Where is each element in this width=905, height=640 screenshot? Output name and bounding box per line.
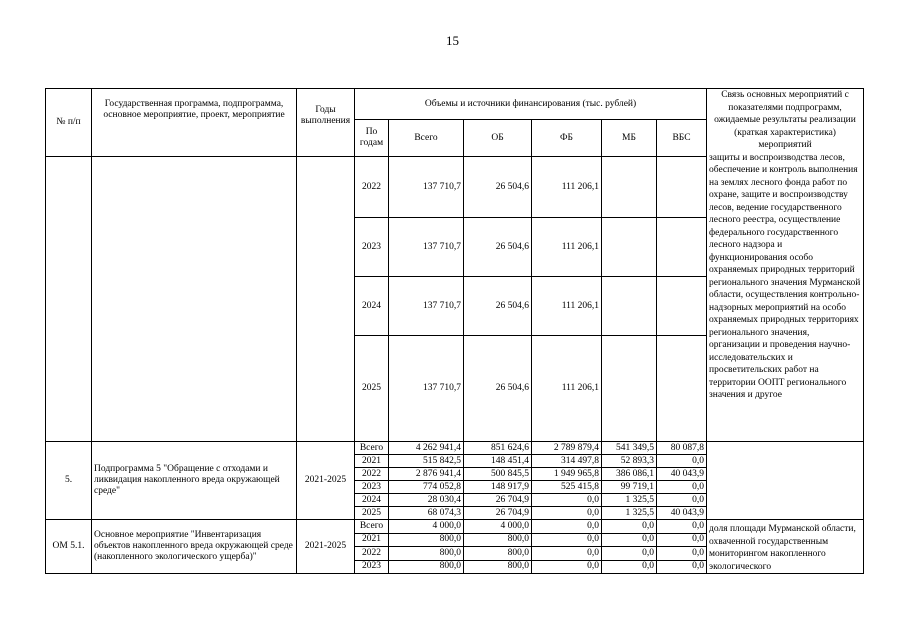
cell-total: 137 710,7: [389, 277, 464, 336]
links-column-text: [707, 89, 864, 442]
cell-vbs: [657, 277, 707, 336]
cell-mb: 0,0: [602, 520, 657, 534]
subprogram5-years: 2021-2025: [297, 442, 355, 520]
cell-year: 2023: [355, 218, 389, 277]
cell-year: 2021: [355, 455, 389, 468]
cell-vbs: 0,0: [657, 455, 707, 468]
funding-table: [45, 88, 864, 574]
subprogram5-links: [707, 442, 864, 520]
cell-year: 2025: [355, 507, 389, 520]
cell-mb: 52 893,3: [602, 455, 657, 468]
cell-year: 2022: [355, 468, 389, 481]
cell-total: 68 074,3: [389, 507, 464, 520]
cell-vbs: [657, 336, 707, 442]
cell-fb: 0,0: [532, 494, 602, 507]
cell-ob: 26 704,9: [464, 494, 532, 507]
cell-total: 800,0: [389, 547, 464, 561]
table-row: [46, 442, 864, 455]
cell-mb: [602, 157, 657, 218]
cell-total: 2 876 941,4: [389, 468, 464, 481]
cell-mb: 1 325,5: [602, 507, 657, 520]
cell-vbs: [657, 157, 707, 218]
cont-num-cell: [46, 157, 92, 442]
cell-year: 2024: [355, 277, 389, 336]
cell-fb: 314 497,8: [532, 455, 602, 468]
cell-year: 2024: [355, 494, 389, 507]
cell-year: Всего: [355, 442, 389, 455]
cell-year: 2022: [355, 157, 389, 218]
cell-ob: 500 845,5: [464, 468, 532, 481]
header-vbs: ВБС: [657, 120, 707, 157]
cell-mb: [602, 277, 657, 336]
cont-name-cell: [92, 157, 297, 442]
cell-vbs: [657, 218, 707, 277]
cell-vbs: 80 087,8: [657, 442, 707, 455]
header-years: Годы выполнения: [297, 89, 355, 157]
cell-vbs: 40 043,9: [657, 507, 707, 520]
cell-vbs: 0,0: [657, 494, 707, 507]
page-number: 15: [446, 33, 459, 48]
cell-mb: 1 325,5: [602, 494, 657, 507]
cell-fb: 111 206,1: [532, 277, 602, 336]
cell-fb: 0,0: [532, 560, 602, 574]
cell-fb: 0,0: [532, 533, 602, 547]
header-fb: ФБ: [532, 120, 602, 157]
cell-vbs: 0,0: [657, 533, 707, 547]
cell-mb: 0,0: [602, 533, 657, 547]
header-by-year: По годам: [355, 120, 389, 157]
cell-mb: 541 349,5: [602, 442, 657, 455]
cell-vbs: 0,0: [657, 547, 707, 561]
cell-year: 2023: [355, 481, 389, 494]
links-continuation: защиты и воспроизводства лесов, обеспечение и контроль выполнения на землях лесного фонда работ по охране, защите и воспроизводству лесов, ведение государственного лесного реестра, осуществление федерального государственного лесного надзора и функционирования особо охраняемых природных территорий регионального значения Мурманской области, осуществления контрольно-надзорных мероприятий на особо охраняемых природных территориях регионального значения, организации и проведения научно-исследовательских и просветительских работ на территории ООПТ регионального значения и другое: [709, 152, 861, 400]
cell-year: 2022: [355, 547, 389, 561]
cell-ob: 800,0: [464, 560, 532, 574]
cell-fb: 0,0: [532, 520, 602, 534]
cell-mb: 386 086,1: [602, 468, 657, 481]
cell-mb: [602, 336, 657, 442]
cell-year: 2021: [355, 533, 389, 547]
cell-vbs: 0,0: [657, 481, 707, 494]
cell-ob: 800,0: [464, 547, 532, 561]
cell-mb: 0,0: [602, 560, 657, 574]
cell-ob: 26 504,6: [464, 277, 532, 336]
cell-ob: 148 917,9: [464, 481, 532, 494]
cell-fb: 111 206,1: [532, 157, 602, 218]
cell-ob: 148 451,4: [464, 455, 532, 468]
cell-mb: 0,0: [602, 547, 657, 561]
om51-years: 2021-2025: [297, 520, 355, 574]
om51-num: ОМ 5.1.: [46, 520, 92, 574]
cell-vbs: 0,0: [657, 520, 707, 534]
om51-name: Основное мероприятие "Инвентаризация объектов накопленного вреда окружающей среде (накопленного экологического ущерба)": [92, 520, 297, 574]
cell-vbs: 0,0: [657, 560, 707, 574]
cell-fb: 525 415,8: [532, 481, 602, 494]
cell-total: 137 710,7: [389, 336, 464, 442]
cell-vbs: 40 043,9: [657, 468, 707, 481]
table-row: [46, 520, 864, 534]
cell-total: 28 030,4: [389, 494, 464, 507]
header-num: № п/п: [46, 89, 92, 157]
subprogram5-name: Подпрограмма 5 "Обращение с отходами и ликвидация накопленного вреда окружающей среде": [92, 442, 297, 520]
cell-fb: 2 789 879,4: [532, 442, 602, 455]
header-program: Государственная программа, подпрограмма, основное мероприятие, проект, мероприятие: [92, 89, 297, 157]
header-links: Связь основных мероприятий с показателями подпрограмм, ожидаемые результаты реализации (краткая характеристика) мероприятий: [714, 90, 856, 150]
cell-ob: 800,0: [464, 533, 532, 547]
cell-fb: 111 206,1: [532, 336, 602, 442]
om51-links: доля площади Мурманской области, охваченной государственным мониторингом накопленного экологического: [707, 520, 864, 574]
header-funding: Объемы и источники финансирования (тыс. рублей): [355, 89, 707, 120]
cell-total: 800,0: [389, 533, 464, 547]
cell-ob: 26 704,9: [464, 507, 532, 520]
cell-ob: 26 504,6: [464, 218, 532, 277]
cell-fb: 1 949 965,8: [532, 468, 602, 481]
cell-total: 774 052,8: [389, 481, 464, 494]
cell-ob: 851 624,6: [464, 442, 532, 455]
header-ob: ОБ: [464, 120, 532, 157]
cell-year: 2025: [355, 336, 389, 442]
header-total: Всего: [389, 120, 464, 157]
cell-total: 800,0: [389, 560, 464, 574]
cell-total: 4 000,0: [389, 520, 464, 534]
cell-mb: 99 719,1: [602, 481, 657, 494]
cell-total: 515 842,5: [389, 455, 464, 468]
cell-total: 137 710,7: [389, 218, 464, 277]
cont-years-cell: [297, 157, 355, 442]
cell-ob: 26 504,6: [464, 336, 532, 442]
header-mb: МБ: [602, 120, 657, 157]
subprogram5-num: 5.: [46, 442, 92, 520]
cell-fb: 0,0: [532, 547, 602, 561]
cell-ob: 26 504,6: [464, 157, 532, 218]
cell-year: 2023: [355, 560, 389, 574]
cell-fb: 0,0: [532, 507, 602, 520]
cell-ob: 4 000,0: [464, 520, 532, 534]
cell-year: Всего: [355, 520, 389, 534]
cell-total: 4 262 941,4: [389, 442, 464, 455]
cell-mb: [602, 218, 657, 277]
cell-total: 137 710,7: [389, 157, 464, 218]
cell-fb: 111 206,1: [532, 218, 602, 277]
